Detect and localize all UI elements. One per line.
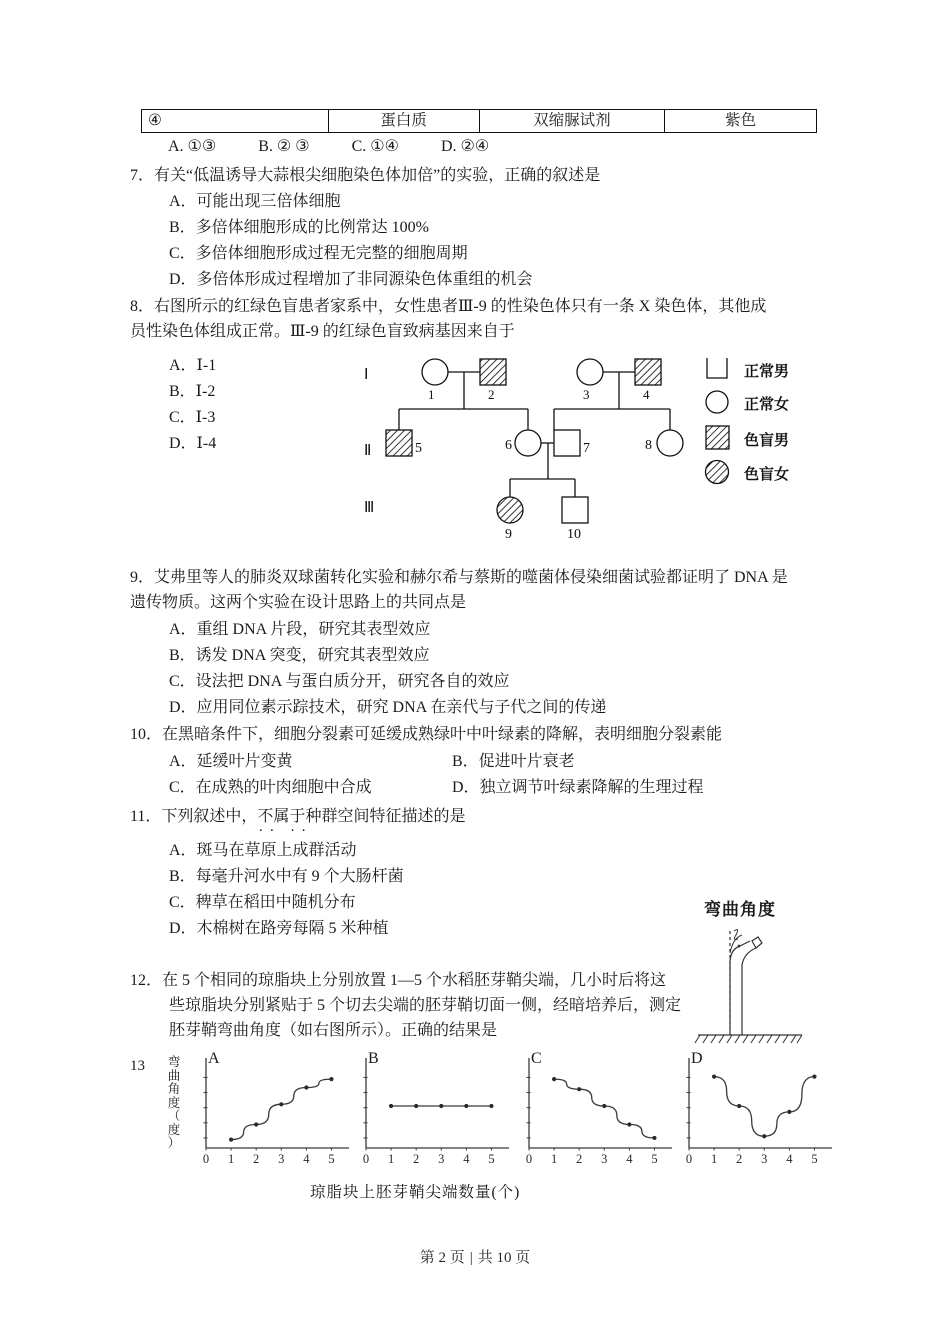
graph-svg-a	[192, 1052, 352, 1170]
ylabel-char: 弯	[167, 1055, 181, 1069]
ylabel-char: （	[167, 1109, 181, 1123]
data-point-marker	[712, 1075, 716, 1079]
question-11-stem-suffix: 种群空间特征描述的是	[305, 808, 466, 825]
x-tick-label: 3	[601, 1152, 608, 1166]
data-point-marker	[652, 1136, 656, 1140]
graph-panel-c	[515, 1052, 675, 1170]
coleoptile-bending-figure	[690, 895, 840, 1055]
svg-text:2: 2	[488, 387, 495, 402]
svg-text:5: 5	[415, 441, 422, 456]
x-tick-label: 1	[387, 1152, 395, 1166]
question-9-stem-line2: 遗传物质。这两个实验在设计思路上的共同点是	[130, 594, 467, 611]
ylabel-char: 角	[167, 1082, 181, 1096]
question-8-stem-line2: 员性染色体组成正常。Ⅲ-9 的红绿色盲致病基因来自于	[130, 323, 515, 340]
question-9-stem-line1: 9．艾弗里等人的肺炎双球菌转化实验和赫尔希与蔡斯的噬菌体侵染细菌试验都证明了 DNA 是	[130, 569, 788, 586]
x-tick-label: 5	[488, 1152, 495, 1166]
question-7-option-c: C．多倍体细胞形成过程无完整的细胞周期	[169, 245, 468, 262]
x-tick-label: 0	[202, 1152, 210, 1166]
x-tick-label: 1	[710, 1152, 718, 1166]
svg-text:正常女: 正常女	[744, 397, 790, 413]
option-b: B. ② ③	[258, 138, 310, 155]
x-tick-label: 3	[761, 1152, 768, 1166]
data-series-line	[714, 1077, 814, 1137]
footer-current-page: 第 2 页	[419, 1250, 465, 1266]
svg-text:正常男: 正常男	[744, 364, 790, 380]
question-11-stem-prefix: 11．下列叙述中，	[130, 808, 258, 825]
graph-a-label: A	[208, 1050, 220, 1067]
x-tick-label: 2	[576, 1152, 583, 1166]
data-point-marker	[489, 1104, 493, 1108]
page-footer	[0, 1246, 950, 1267]
question-12-stem-line1: 12．在 5 个相同的琼脂块上分别放置 1—5 个水稻胚芽鞘尖端，几小时后将这	[130, 972, 667, 989]
pedigree-figure	[362, 352, 817, 542]
question-9-option-a: A．重组 DNA 片段，研究其表型效应	[169, 621, 431, 638]
graph-c-label: C	[531, 1050, 542, 1067]
question-12-stem-line3: 胚芽鞘弯曲角度（如右图所示）。正确的结果是	[169, 1022, 498, 1039]
question-10-option-d: D．独立调节叶绿素降解的生理过程	[452, 779, 704, 796]
graphs-x-axis-caption: 琼脂块上胚芽鞘尖端数量(个)	[310, 1184, 521, 1201]
question-8-stem-line1: 8．右图所示的红绿色盲患者家系中，女性患者Ⅲ-9 的性染色体只有一条 X 染色体，其他成	[130, 298, 767, 315]
svg-text:9: 9	[505, 527, 512, 542]
x-tick-label: 2	[253, 1152, 260, 1166]
data-series-line	[231, 1079, 331, 1139]
x-tick-label: 1	[550, 1152, 558, 1166]
answer-options-row	[168, 136, 489, 156]
svg-text:1: 1	[428, 387, 435, 402]
svg-text:7: 7	[583, 441, 590, 456]
svg-text:4: 4	[643, 387, 650, 402]
data-point-marker	[737, 1104, 741, 1108]
question-11-option-a: A．斑马在草原上成群活动	[169, 842, 357, 859]
x-tick-label: 2	[736, 1152, 743, 1166]
data-point-marker	[414, 1104, 418, 1108]
data-point-marker	[389, 1104, 393, 1108]
question-11-option-c: C．稗草在稻田中随机分布	[169, 894, 356, 911]
option-a: A. ①③	[168, 138, 217, 155]
substance-reagent-table	[141, 109, 817, 133]
data-point-marker	[329, 1077, 333, 1081]
x-tick-label: 4	[626, 1152, 633, 1166]
data-point-marker	[762, 1134, 766, 1138]
graphs-y-axis-label	[166, 1056, 182, 1151]
x-tick-label: 4	[786, 1152, 793, 1166]
question-12-stem-line2: 些琼脂块分别紧贴于 5 个切去尖端的胚芽鞘切面一侧，经暗培养后，测定	[169, 997, 682, 1014]
x-tick-label: 2	[413, 1152, 420, 1166]
svg-text:6: 6	[505, 438, 512, 453]
footer-total-pages: 共 10 页	[477, 1250, 531, 1266]
x-tick-label: 5	[651, 1152, 658, 1166]
data-point-marker	[602, 1104, 606, 1108]
question-11-option-b: B．每毫升河水中有 9 个大肠杆菌	[169, 868, 404, 885]
question-9-option-b: B．诱发 DNA 突变，研究其表型效应	[169, 647, 430, 664]
option-c: C. ①④	[351, 138, 399, 155]
question-9-option-d: D．应用同位素示踪技术，研究 DNA 在亲代与子代之间的传递	[169, 699, 607, 716]
question-8-option-a: A．Ⅰ-1	[169, 357, 217, 374]
data-point-marker	[439, 1104, 443, 1108]
question-7-stem: 7．有关“低温诱导大蒜根尖细胞染色体加倍”的实验，正确的叙述是	[130, 167, 601, 184]
table-cell-color: 紫色	[665, 110, 817, 133]
footer-separator: |	[469, 1250, 473, 1266]
x-tick-label: 0	[362, 1152, 370, 1166]
x-tick-label: 0	[685, 1152, 693, 1166]
question-8-option-d: D．Ⅰ-4	[169, 435, 217, 452]
question-10-option-b: B．促进叶片衰老	[452, 753, 575, 770]
data-point-marker	[627, 1122, 631, 1126]
data-point-marker	[229, 1138, 233, 1142]
x-tick-label: 1	[227, 1152, 235, 1166]
ylabel-char: ）	[167, 1136, 181, 1150]
question-8-option-b: B．Ⅰ-2	[169, 383, 216, 400]
graph-d-label: D	[691, 1050, 703, 1067]
data-series-line	[554, 1079, 654, 1138]
x-tick-label: 5	[328, 1152, 335, 1166]
ylabel-char: 度	[167, 1122, 181, 1137]
bending-angle-caption: 弯曲角度	[704, 900, 776, 919]
x-tick-label: 4	[463, 1152, 470, 1166]
data-point-marker	[464, 1104, 468, 1108]
graph-panel-d	[675, 1052, 835, 1170]
table-cell-number: ④	[142, 110, 329, 133]
svg-text:3: 3	[583, 387, 590, 402]
question-11-option-d: D．木棉树在路旁每隔 5 米种植	[169, 920, 389, 937]
svg-text:10: 10	[567, 527, 581, 542]
svg-text:Ⅰ: Ⅰ	[364, 367, 369, 383]
data-point-marker	[254, 1122, 258, 1126]
question-13-marker: 13	[130, 1058, 145, 1074]
data-point-marker	[279, 1102, 283, 1106]
data-point-marker	[577, 1087, 581, 1091]
table-row	[142, 110, 817, 133]
svg-text:Ⅱ: Ⅱ	[364, 443, 372, 459]
x-tick-label: 4	[303, 1152, 310, 1166]
graph-svg-b	[352, 1052, 512, 1170]
question-10-stem: 10．在黑暗条件下，细胞分裂素可延缓成熟绿叶中叶绿素的降解，表明细胞分裂素能	[130, 726, 723, 743]
question-11-stem-emphasis: 不属于 ·· ··	[257, 808, 305, 825]
svg-text:色盲女: 色盲女	[744, 467, 790, 483]
graph-b-label: B	[368, 1050, 379, 1067]
svg-text:Ⅲ: Ⅲ	[364, 500, 375, 516]
graph-svg-d	[675, 1052, 835, 1170]
x-tick-label: 3	[438, 1152, 445, 1166]
question-10-option-c: C．在成熟的叶肉细胞中合成	[169, 779, 372, 796]
data-point-marker	[787, 1110, 791, 1114]
question-7-option-d: D．多倍体形成过程增加了非同源染色体重组的机会	[169, 271, 533, 288]
table-cell-reagent: 双缩脲试剂	[479, 110, 665, 133]
question-7-option-b: B．多倍体细胞形成的比例常达 100%	[169, 219, 430, 236]
graph-svg-c	[515, 1052, 675, 1170]
ylabel-char: 度	[167, 1095, 181, 1110]
question-7-option-a: A．可能出现三倍体细胞	[169, 193, 341, 210]
question-8-option-c: C．Ⅰ-3	[169, 409, 216, 426]
data-point-marker	[812, 1075, 816, 1079]
x-tick-label: 5	[811, 1152, 818, 1166]
answer-graphs-group	[130, 1052, 830, 1187]
option-d: D. ②④	[440, 138, 490, 155]
data-point-marker	[552, 1077, 556, 1081]
data-point-marker	[304, 1085, 308, 1089]
x-tick-label: 3	[278, 1152, 285, 1166]
x-tick-label: 0	[525, 1152, 533, 1166]
question-9-option-c: C．设法把 DNA 与蛋白质分开，研究各自的效应	[169, 673, 510, 690]
question-10-option-a: A．延缓叶片变黄	[169, 753, 293, 770]
svg-text:8: 8	[645, 438, 652, 453]
svg-text:色盲男: 色盲男	[744, 433, 790, 449]
ylabel-char: 曲	[167, 1068, 181, 1083]
graph-panel-a	[192, 1052, 352, 1170]
table-cell-substance: 蛋白质	[328, 110, 479, 133]
question-11-stem	[130, 804, 465, 829]
graph-panel-b	[352, 1052, 512, 1170]
